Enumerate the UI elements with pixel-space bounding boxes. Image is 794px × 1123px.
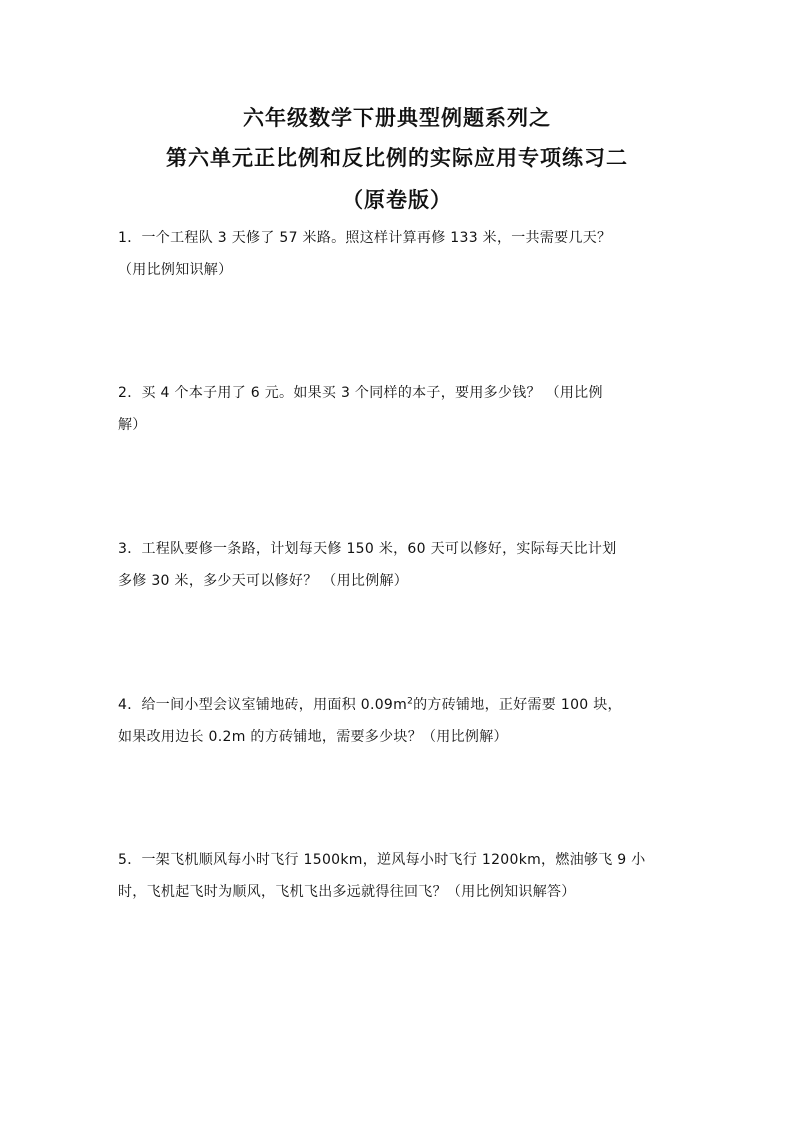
question-1-line-1: 1．一个工程队 3 天修了 57 米路。照这样计算再修 133 米，一共需要几天？ <box>118 230 612 246</box>
question-3-line-2: 多修 30 米，多少天可以修好？ （用比例解） <box>118 573 409 589</box>
question-5-line-1: 5．一架飞机顺风每小时飞行 1500km，逆风每小时飞行 1200km，燃油够飞 9 小 <box>118 852 646 868</box>
question-4-superscript: 2 <box>407 696 414 707</box>
question-5-line-2: 时，飞机起飞时为顺风，飞机飞出多远就得往回飞？（用比例知识解答） <box>118 884 576 900</box>
question-1-line-2: （用比例知识解） <box>118 262 233 278</box>
question-1 <box>118 222 678 286</box>
question-2-line-2: 解） <box>118 417 147 433</box>
question-4-line-1-part-b: 的方砖铺地，正好需要 100 块， <box>413 697 622 713</box>
document-title-line-2: 第六单元正比例和反比例的实际应用专项练习二 <box>166 146 628 170</box>
document-title-line-1: 六年级数学下册典型例题系列之 <box>243 106 551 130</box>
question-4-line-1 <box>118 689 678 721</box>
question-5 <box>118 844 678 908</box>
document-title-line-3: （原卷版） <box>342 188 452 212</box>
question-2 <box>118 377 678 441</box>
question-4-line-1-part-a: 4．给一间小型会议室铺地砖，用面积 0.09m <box>118 697 408 713</box>
question-3-line-1: 3．工程队要修一条路，计划每天修 150 米，60 天可以修好，实际每天比计划 <box>118 541 617 557</box>
question-2-line-1: 2．买 4 个本子用了 6 元。如果买 3 个同样的本子，要用多少钱？ （用比例 <box>118 385 603 401</box>
question-4 <box>118 689 678 753</box>
question-4-line-2: 如果改用边长 0.2m 的方砖铺地，需要多少块？（用比例解） <box>118 729 508 745</box>
question-3 <box>118 533 678 597</box>
